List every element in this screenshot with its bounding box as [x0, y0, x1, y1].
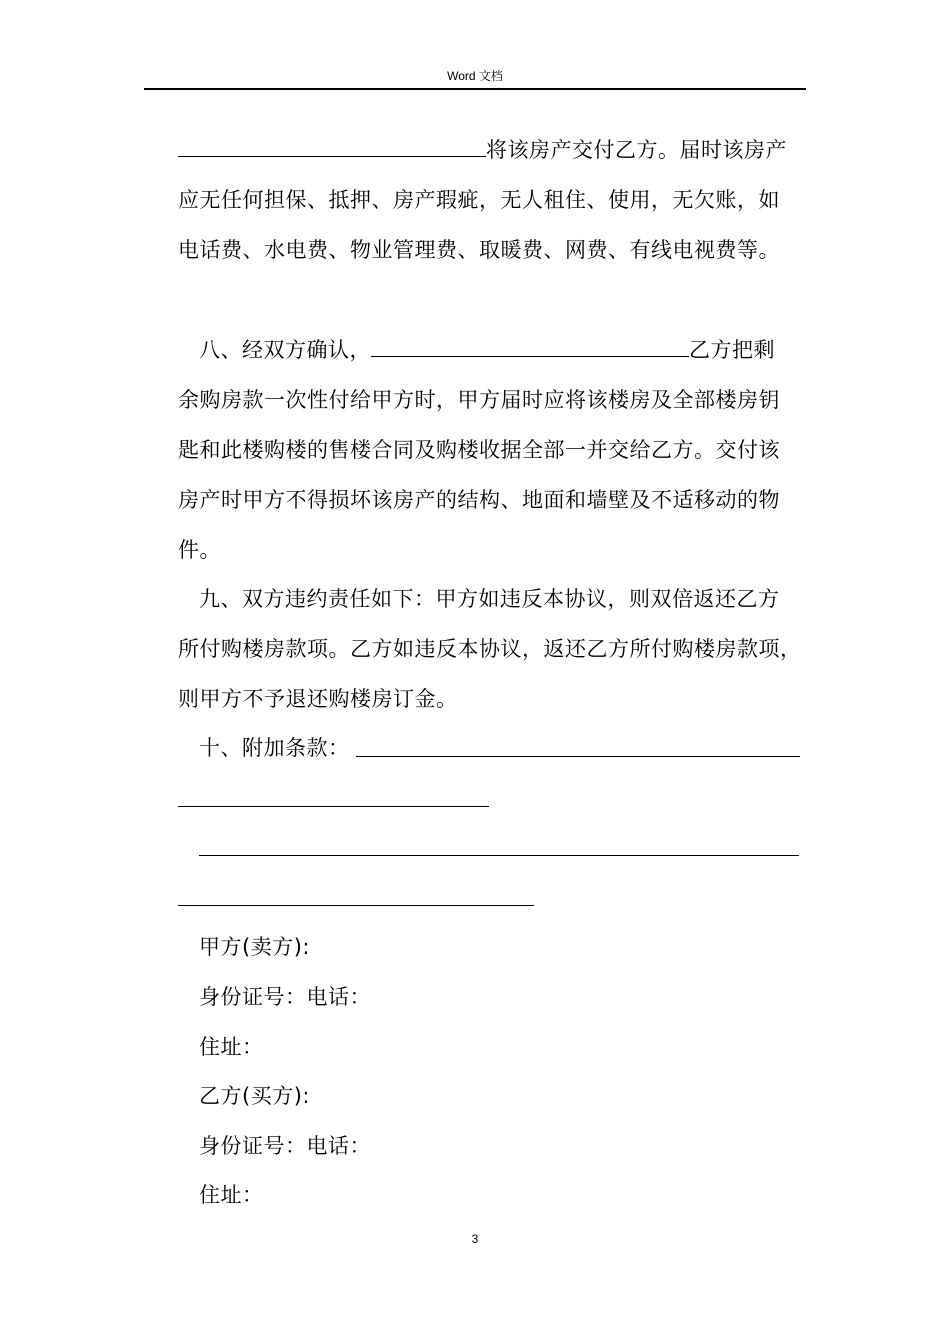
clause-8-line-4: 房产时甲方不得损坏该房产的结构、地面和墙壁及不适移动的物: [178, 488, 780, 512]
page-number: 3: [471, 1232, 479, 1246]
additional-terms-blank-3[interactable]: [199, 855, 799, 856]
party-a-label: 甲方(卖方):: [199, 935, 310, 959]
party-b-address: 住址：: [199, 1183, 264, 1207]
clause-8-heading: 八、经双方确认，: [199, 338, 371, 362]
clause-7-line-1-text: 将该房产交付乙方。届时该房产: [486, 138, 787, 162]
fill-in-blank[interactable]: [178, 136, 486, 157]
clause-10-line-1: [199, 734, 350, 762]
clause-9-line-1: 九、双方违约责任如下：甲方如违反本协议，则双倍返还乙方: [199, 587, 780, 611]
clause-9-line-3: 则甲方不予退还购楼房订金。: [178, 687, 458, 711]
party-b-label: 乙方(买方):: [199, 1084, 310, 1108]
header-divider: [144, 88, 806, 90]
clause-8-line-1: [199, 336, 775, 364]
party-a-id-phone: 身份证号：电话：: [199, 985, 371, 1009]
clause-8-line-5: 件。: [178, 538, 221, 562]
clause-8-line-1-text: 乙方把剩: [689, 338, 775, 362]
additional-terms-blank-2[interactable]: [178, 806, 489, 807]
additional-terms-blank-4[interactable]: [178, 905, 534, 906]
clause-8-line-2: 余购房款一次性付给甲方时，甲方届时应将该楼房及全部楼房钥: [178, 388, 780, 412]
clause-10-heading: 十、附加条款：: [199, 736, 350, 760]
clause-7-line-3: 电话费、水电费、物业管理费、取暖费、网费、有线电视费等。: [178, 238, 780, 262]
clause-7-line-2: 应无任何担保、抵押、房产瑕疵，无人租住、使用，无欠账，如: [178, 188, 780, 212]
page-header-title: Word 文档: [447, 69, 503, 83]
clause-8-line-3: 匙和此楼购楼的售楼合同及购楼收据全部一并交给乙方。交付该: [178, 438, 780, 462]
fill-in-blank[interactable]: [371, 336, 689, 357]
party-b-id-phone: 身份证号：电话：: [199, 1134, 371, 1158]
party-a-address: 住址：: [199, 1035, 264, 1059]
clause-9-line-2: 所付购楼房款项。乙方如违反本协议，返还乙方所付购楼房款项，: [178, 637, 802, 661]
clause-7-line-1: [178, 136, 787, 164]
additional-terms-blank-1[interactable]: [356, 756, 800, 757]
